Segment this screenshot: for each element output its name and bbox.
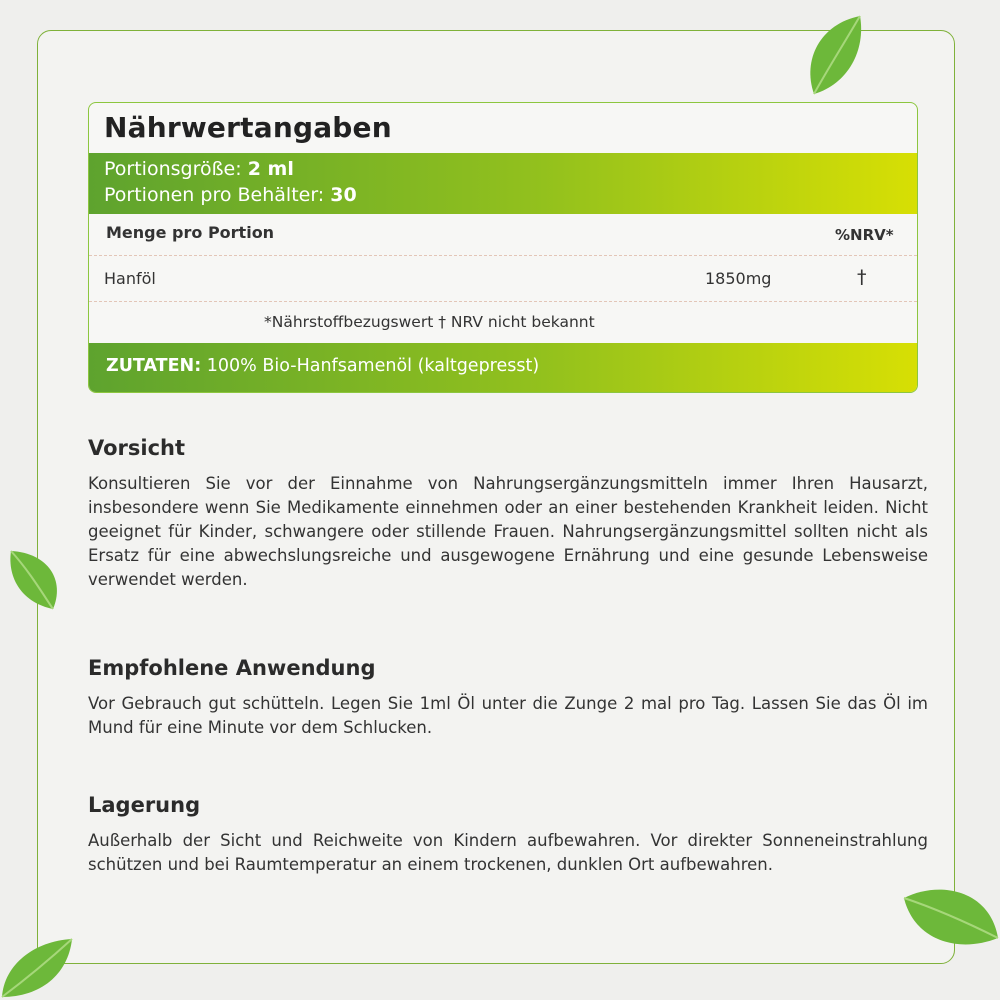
footnote: *Nährstoffbezugswert † NRV nicht bekannt	[264, 313, 595, 331]
nutrition-title: Nährwertangaben	[104, 111, 392, 144]
usage-heading: Empfohlene Anwendung	[88, 656, 376, 680]
portions-per-container	[104, 182, 917, 208]
portion-size-value: 2 ml	[247, 158, 294, 180]
caution-text: Konsultieren Sie vor der Einnahme von Nahrungsergänzungsmitteln immer Ihren Hausarzt, insbesondere wenn Sie Medikamente einnehmen oder an einer bestehenden Krankheit leiden. Nicht geeignet für Kinder, schwangere oder stillende Frauen. Nahrungsergänzungsmittel sollten nicht als Ersatz für eine abwechslungsreiche und ausgewogene Ernährung und eine gesunde Lebensweise verwendet werden.	[88, 474, 928, 589]
leaf-icon	[5, 545, 65, 615]
usage-text: Vor Gebrauch gut schütteln. Legen Sie 1ml Öl unter die Zunge 2 mal pro Tag. Lassen Sie das Öl im Mund für eine Minute vor dem Schlucken.	[88, 694, 928, 737]
ingredients-label: ZUTATEN:	[106, 356, 202, 376]
caution-section	[88, 436, 928, 592]
nutrition-panel	[88, 102, 918, 393]
ingredients-bar	[89, 343, 917, 393]
storage-heading: Lagerung	[88, 793, 201, 817]
footnote-row	[89, 302, 917, 343]
caution-heading: Vorsicht	[88, 436, 186, 460]
leaf-icon	[800, 10, 870, 100]
table-row	[89, 256, 917, 302]
portions-label: Portionen pro Behälter:	[104, 184, 331, 206]
portion-size	[104, 156, 917, 182]
ingredient-amount: 1850mg	[705, 269, 772, 288]
leaf-icon	[0, 935, 75, 1000]
col-nrv-header: %NRV*	[835, 226, 894, 244]
storage-section	[88, 793, 928, 877]
ingredients-value: 100% Bio-Hanfsamenöl (kaltgepresst)	[201, 356, 540, 376]
ingredient-name: Hanföl	[104, 269, 156, 288]
portions-value: 30	[330, 184, 357, 206]
storage-text: Außerhalb der Sicht und Reichweite von Kindern aufbewahren. Vor direkter Sonneneinstrahlung schützen und bei Raumtemperatur an einem trockenen, dunklen Ort aufbewahren.	[88, 831, 928, 874]
portion-info	[89, 153, 917, 214]
portion-size-label: Portionsgröße:	[104, 158, 248, 180]
leaf-icon	[900, 880, 1000, 960]
table-header	[89, 214, 917, 256]
col-amount-header: Menge pro Portion	[106, 223, 275, 242]
ingredient-nrv: †	[857, 266, 867, 288]
usage-section	[88, 656, 928, 740]
